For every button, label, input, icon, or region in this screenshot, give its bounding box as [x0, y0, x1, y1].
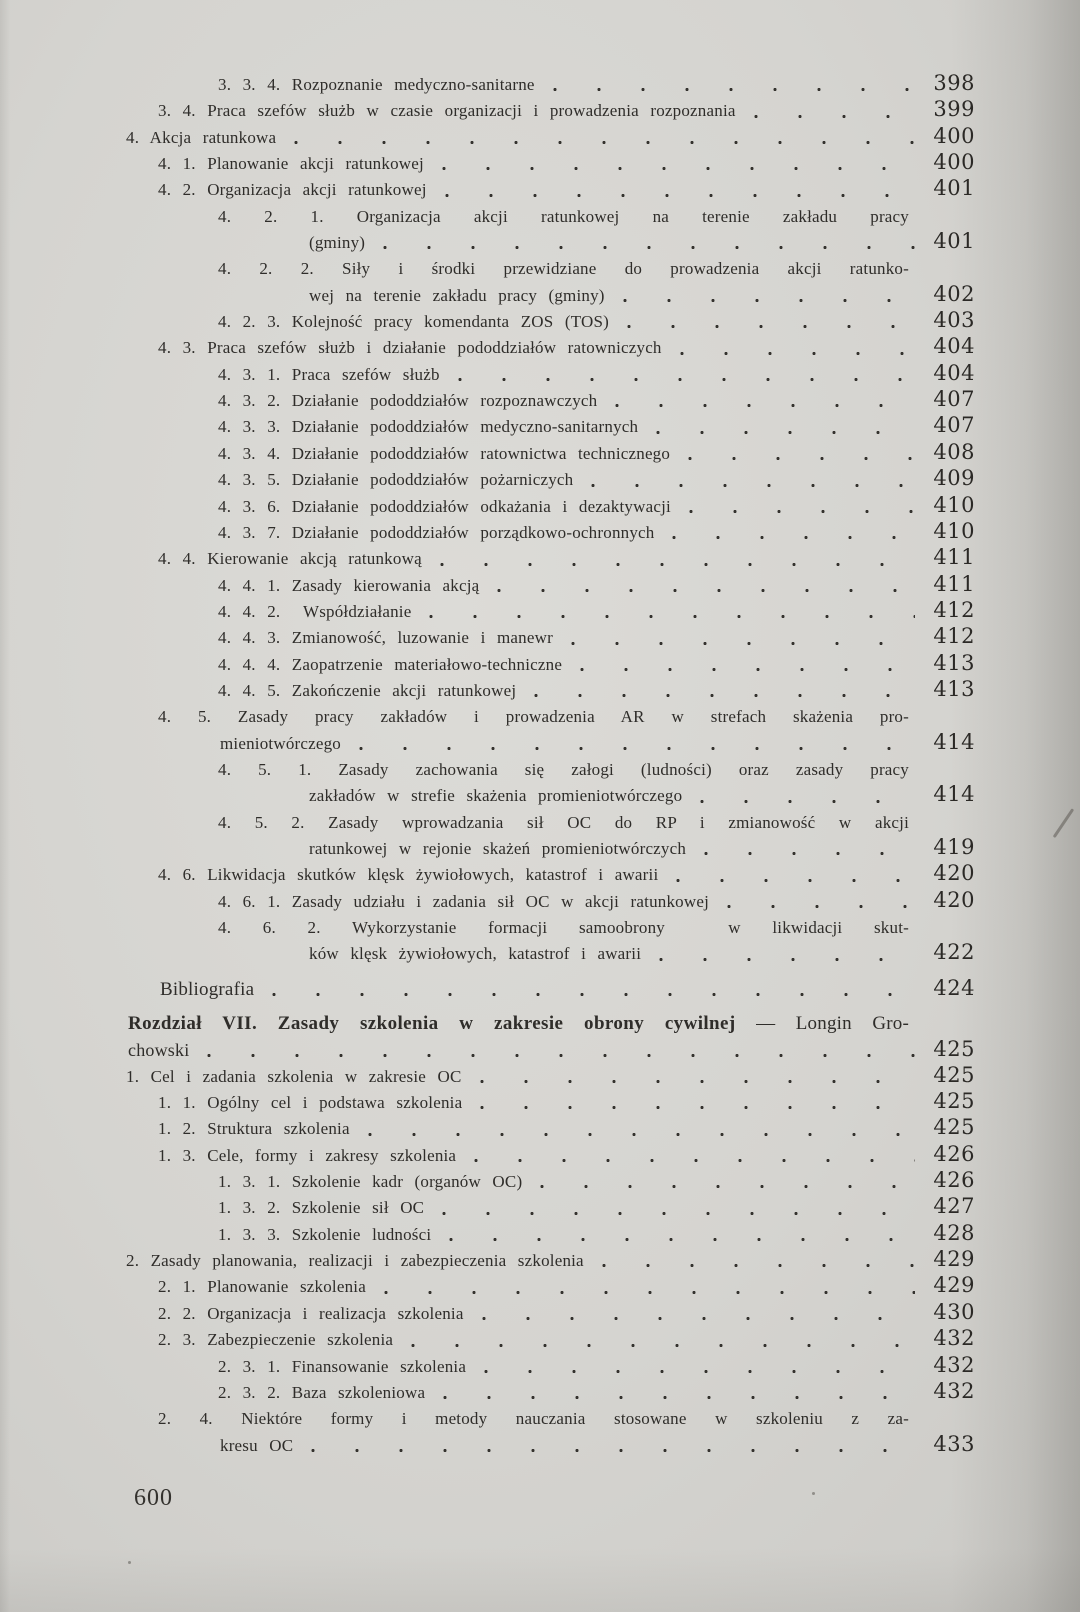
toc-entry-plain-text: 4. 3. Praca szefów służb i działanie pododdziałów ratowniczych	[158, 338, 662, 358]
toc-entry-plain-text: 2. 2. Organizacja i realizacja szkolenia	[158, 1303, 464, 1323]
toc-row	[0, 1248, 1080, 1274]
toc-page-number: 426	[933, 1141, 975, 1166]
dot-leader	[427, 612, 915, 621]
toc-row	[0, 1169, 1080, 1195]
toc-entry-plain-text: 4. 5. Zasady pracy zakładów i prowadzenia AR w strefach skażenia pro-	[158, 707, 909, 727]
toc-page-number: 420	[933, 887, 975, 912]
toc-entry-text	[218, 72, 535, 98]
toc-entry-plain-text: 4. 6. 2. Wykorzystanie formacji samoobrony w likwidacji skut-	[218, 918, 909, 937]
toc-entry-text	[309, 230, 365, 256]
dot-leader	[569, 639, 915, 648]
toc-row	[0, 1301, 1080, 1327]
toc-entry-plain-text: 4. 4. 2. Współdziałanie	[218, 601, 412, 621]
toc-row	[0, 1380, 1080, 1406]
toc-entry-text	[158, 1090, 462, 1116]
toc-row	[0, 1274, 1080, 1300]
toc-page-number: 414	[933, 729, 975, 754]
toc-row	[0, 889, 1080, 915]
toc-row	[0, 573, 1080, 599]
toc-row	[0, 309, 1080, 335]
toc-entry-text	[160, 977, 254, 1003]
toc-entry-plain-text: 3. 3. 4. Rozpoznanie medyczno-sanitarne	[218, 75, 535, 94]
dot-leader	[366, 1130, 915, 1139]
toc-page-number: 432	[933, 1352, 975, 1377]
toc-entry-text	[218, 204, 909, 230]
dot-leader	[532, 691, 915, 700]
toc-entry-text	[158, 1327, 393, 1353]
toc-entry-plain-text: 4. 3. 6. Działanie pododdziałów odkażania i dezaktywacji	[218, 496, 671, 516]
toc-entry-text	[218, 757, 909, 783]
toc-entry-text	[158, 1301, 464, 1327]
toc-row	[0, 283, 1080, 309]
toc-entry-text	[126, 125, 276, 151]
toc-page-number: 425	[933, 1115, 975, 1140]
toc-entry-plain-text: 2. 3. Zabezpieczenie szkolenia	[158, 1330, 394, 1350]
toc-entry-text	[220, 731, 341, 757]
toc-entry-text	[218, 915, 909, 941]
toc-entry-text	[218, 889, 709, 915]
toc-entry-plain-text: 3. 4. Praca szefów służb w czasie organizacji i prowadzenia rozpoznania	[158, 101, 736, 121]
dot-leader	[725, 902, 915, 911]
toc-entry-plain-text: 4. 6. 1. Zasady udziału i zadania sił OC w akcji ratunkowej	[218, 891, 710, 911]
toc-row	[0, 836, 1080, 862]
toc-entry-text	[158, 704, 909, 730]
toc-entry-plain-text: 4. 4. 4. Zaopatrzenie materiałowo-techniczne	[218, 654, 563, 674]
toc-page-number: 425	[933, 1062, 975, 1087]
dot-leader	[456, 375, 915, 384]
toc-entry-text	[158, 862, 658, 888]
dot-leader	[589, 481, 915, 490]
dot-leader	[441, 1393, 915, 1402]
toc-entry-plain-text: 4. 3. 3. Działanie pododdziałów medyczno-sanitarnych	[218, 417, 639, 437]
toc-row	[0, 72, 1080, 98]
paper-speck	[128, 1561, 131, 1564]
toc-entry-text	[218, 1354, 466, 1380]
toc-entry-plain-text: 4. 2. Organizacja akcji ratunkowej	[158, 180, 427, 200]
toc-page-number: 433	[933, 1431, 975, 1456]
toc-page-number: 412	[933, 597, 975, 622]
toc-entry-plain-text: zakładów w strefie skażenia promieniotwórczego	[309, 786, 683, 806]
toc-row	[0, 546, 1080, 572]
dot-leader	[678, 349, 915, 358]
toc-page-number: 412	[933, 624, 975, 649]
toc-row	[0, 1222, 1080, 1248]
toc-row	[0, 599, 1080, 625]
toc-row	[0, 177, 1080, 203]
toc-entry-text	[158, 151, 424, 177]
dot-leader	[440, 164, 915, 173]
dot-leader	[613, 401, 915, 410]
dot-leader	[381, 243, 915, 252]
toc-entry-plain-text: 4. 6. Likwidacja skutków klęsk żywiołowych, katastrof i awarii	[158, 865, 659, 885]
toc-entry-plain-text: ratunkowej w rejonie skażeń promieniotwórczych	[309, 838, 687, 858]
toc-entry-plain-text: 4. 3. 2. Działanie pododdziałów rozpoznawczych	[218, 391, 598, 411]
toc-entry-plain-text: 4. Akcja ratunkowa	[126, 127, 277, 147]
toc-row	[0, 520, 1080, 546]
toc-page-number: 411	[933, 545, 975, 570]
dot-leader	[578, 665, 915, 674]
toc-row	[0, 125, 1080, 151]
toc-row	[0, 783, 1080, 809]
toc-row	[0, 1090, 1080, 1116]
toc-entry-text	[218, 362, 440, 388]
dot-leader	[409, 1341, 915, 1350]
toc-page-number: 403	[933, 308, 975, 333]
toc-entry-plain-text: 4. 4. 1. Zasady kierowania akcją	[218, 575, 480, 595]
toc-entry-plain-text: 4. 1. Planowanie akcji ratunkowej	[158, 154, 424, 174]
toc-row	[0, 1327, 1080, 1353]
toc-entry-plain-text: 1. 3. 3. Szkolenie ludności	[218, 1224, 432, 1244]
toc-entry-text	[158, 335, 662, 361]
toc-page-number: 432	[933, 1326, 975, 1351]
dot-leader	[309, 1446, 915, 1455]
toc-entry-plain-text: 2. 3. 2. Baza szkoleniowa	[218, 1382, 426, 1402]
dot-leader	[670, 533, 915, 542]
toc-row	[0, 1433, 1080, 1459]
dot-leader	[674, 876, 915, 885]
dot-leader	[478, 1103, 915, 1112]
toc-entry-text	[158, 546, 422, 572]
toc-row	[0, 941, 1080, 967]
toc-entry-plain-text: 4. 4. 3. Zmianowość, luzowanie i manewr	[218, 628, 553, 648]
toc-entry-text	[158, 1116, 350, 1142]
toc-entry-text	[218, 573, 479, 599]
toc-entry-plain-text: 1. 3. Cele, formy i zakresy szkolenia	[158, 1145, 457, 1165]
toc-entry-text	[218, 467, 573, 493]
dot-leader	[482, 1367, 915, 1376]
dot-leader	[438, 560, 915, 569]
dot-leader	[440, 1209, 915, 1218]
toc-row	[0, 862, 1080, 888]
dot-leader	[480, 1314, 915, 1323]
toc-page-number: 413	[933, 650, 975, 675]
toc-page-number: 400	[933, 150, 975, 175]
toc-page-number: 410	[933, 492, 975, 517]
toc-row	[0, 335, 1080, 361]
toc-page-number: 426	[933, 1168, 975, 1193]
toc-entry-plain-text: 1. 3. 1. Szkolenie kadr (organów OC)	[218, 1172, 523, 1192]
toc-page-number: 430	[933, 1299, 975, 1324]
toc-entry-text	[309, 941, 641, 967]
toc-page-number: 413	[933, 676, 975, 701]
toc-page-number: 432	[933, 1378, 975, 1403]
toc-page-number: 427	[933, 1194, 975, 1219]
toc-page-number: 428	[933, 1220, 975, 1245]
toc-entry-text	[128, 1037, 189, 1063]
toc-page-number: 411	[933, 571, 975, 596]
toc-entry-text	[126, 1248, 584, 1274]
toc-entry-plain-text: (gminy)	[309, 233, 366, 253]
dot-leader	[382, 1288, 915, 1297]
toc-row	[0, 388, 1080, 414]
dot-leader	[600, 1261, 915, 1270]
toc-entry-text	[128, 1011, 909, 1037]
toc-entry-text	[218, 1195, 424, 1221]
toc-entry-plain-text: 2. 3. 1. Finansowanie szkolenia	[218, 1356, 467, 1376]
toc-page-number: 399	[933, 97, 975, 122]
toc-entry-plain-text: wej na terenie zakładu pracy (gminy)	[309, 285, 605, 305]
toc-entry-plain-text: 2. Zasady planowania, realizacji i zabezpieczenia szkolenia	[126, 1251, 584, 1271]
toc-entry-text	[218, 309, 609, 335]
dot-leader	[698, 797, 915, 806]
dot-leader	[270, 990, 915, 999]
toc-entry-plain-text: 4. 5. 1. Zasady zachowania się załogi (ludności) oraz zasady pracy	[218, 759, 909, 779]
toc-entry-plain-text: kresu OC	[220, 1435, 294, 1455]
toc-entry-plain-text: 1. 3. 2. Szkolenie sił OC	[218, 1198, 425, 1218]
toc-page-number: 408	[933, 439, 975, 464]
toc-entry-plain-text: 4. 3. 5. Działanie pododdziałów pożarniczych	[218, 470, 574, 490]
toc-row	[0, 915, 1080, 941]
dot-leader	[702, 849, 915, 858]
toc-entry-text	[158, 98, 736, 124]
toc-entry-plain-text: 4. 2. 3. Kolejność pracy komendanta ZOS (TOS)	[218, 312, 610, 332]
toc-row	[0, 704, 1080, 730]
toc-row	[0, 810, 1080, 836]
toc-entry-plain-text: chowski	[128, 1040, 190, 1061]
toc-entry-text	[158, 1143, 456, 1169]
dot-leader	[687, 507, 915, 516]
toc-entry-plain-text: 1. 2. Struktura szkolenia	[158, 1119, 350, 1139]
paper-speck	[812, 1492, 815, 1495]
toc-page-number: 404	[933, 334, 975, 359]
toc-entry-plain-text: 1. Cel i zadania szkolenia w zakresie OC	[126, 1066, 462, 1086]
toc-entry-plain-text: 4. 3. 4. Działanie pododdziałów ratownictwa technicznego	[218, 443, 671, 463]
toc-entry-plain-text: 4. 3. 1. Praca szefów służb	[218, 364, 440, 384]
toc-entry-text	[309, 283, 605, 309]
toc-row	[0, 977, 1080, 1003]
toc-page-number: 402	[933, 281, 975, 306]
toc-entry-plain-text: 2. 1. Planowanie szkolenia	[158, 1277, 366, 1297]
toc-entry-text	[218, 1222, 431, 1248]
toc-page-number: 400	[933, 123, 975, 148]
toc-page-number: 407	[933, 413, 975, 438]
toc-entry-text	[218, 1169, 522, 1195]
toc-entry-text	[218, 441, 670, 467]
toc-entry-bold-text: Rozdział VII. Zasady szkolenia w zakresie obrony cywilnej	[128, 1013, 736, 1035]
toc-entry-plain-text: 4. 4. Kierowanie akcją ratunkową	[158, 549, 422, 569]
dot-leader	[551, 85, 915, 94]
dot-leader	[625, 322, 915, 331]
dot-leader	[478, 1077, 915, 1086]
toc-entry-text	[158, 1406, 909, 1432]
toc-page-number: 414	[933, 782, 975, 807]
toc-row	[0, 441, 1080, 467]
toc-entry-plain-text: 4. 2. 1. Organizacja akcji ratunkowej na terenie zakładu pracy	[218, 206, 909, 226]
toc-entry-text	[218, 652, 562, 678]
toc-page-number: 401	[933, 176, 975, 201]
toc-entry-text	[218, 388, 597, 414]
toc-entry-text	[218, 599, 411, 625]
dot-leader	[657, 955, 915, 964]
toc-entry-text	[218, 810, 909, 836]
toc-entry-plain-text: ków klęsk żywiołowych, katastrof i awarii	[309, 944, 642, 964]
dot-leader	[654, 428, 915, 437]
toc-entry-plain-text: mieniotwórczego	[220, 733, 342, 753]
toc-entry-text	[218, 520, 654, 546]
toc-entry-text	[218, 414, 638, 440]
toc-entry-plain-text: — Longin Gro-	[735, 1013, 909, 1035]
toc-row	[0, 256, 1080, 282]
toc-row	[0, 98, 1080, 124]
toc-page-number: 420	[933, 861, 975, 886]
toc-entry-plain-text: 4. 5. 2. Zasady wprowadzania sił OC do RP i zmianowość w akcji	[218, 812, 909, 832]
toc-row	[0, 1143, 1080, 1169]
toc-page-number: 401	[933, 229, 975, 254]
dot-leader	[292, 138, 915, 147]
toc-entry-plain-text: 1. 1. Ogólny cel i podstawa szkolenia	[158, 1093, 463, 1113]
dot-leader	[357, 744, 915, 753]
toc-page-number: 404	[933, 360, 975, 385]
dot-leader	[686, 454, 915, 463]
toc-row	[0, 1354, 1080, 1380]
dot-leader	[443, 191, 915, 200]
dot-leader	[205, 1051, 915, 1060]
toc-entry-text	[126, 1064, 462, 1090]
toc-row	[0, 731, 1080, 757]
toc-page-number: 398	[933, 71, 975, 95]
dot-leader	[472, 1156, 915, 1165]
toc-row	[0, 1406, 1080, 1432]
toc-row	[0, 757, 1080, 783]
toc-page-number: 424	[933, 975, 975, 1000]
toc-page-number: 422	[933, 940, 975, 965]
toc-page-number: 410	[933, 518, 975, 543]
toc-page-number: 425	[933, 1089, 975, 1114]
toc-entry-text	[218, 256, 909, 282]
toc-page-number: 407	[933, 387, 975, 412]
toc-row	[0, 494, 1080, 520]
toc-entry-text	[158, 177, 427, 203]
toc-entry-plain-text: 2. 4. Niektóre formy i metody nauczania stosowane w szkoleniu z za-	[158, 1409, 909, 1429]
toc-entry-plain-text: Bibliografia	[160, 978, 255, 1000]
toc-row	[0, 1116, 1080, 1142]
dot-leader	[495, 586, 915, 595]
toc-entry-text	[220, 1433, 293, 1459]
toc-row	[0, 1011, 1080, 1037]
toc-row	[0, 362, 1080, 388]
toc-row	[0, 414, 1080, 440]
dot-leader	[538, 1182, 915, 1191]
toc-row	[0, 230, 1080, 256]
toc-entry-text	[218, 678, 516, 704]
toc-entry-plain-text: 4. 4. 5. Zakończenie akcji ratunkowej	[218, 680, 517, 700]
toc-page-number: 429	[933, 1273, 975, 1298]
folio-page-number: 600	[134, 1484, 173, 1511]
toc-entry-text	[158, 1274, 366, 1300]
toc-row	[0, 1037, 1080, 1063]
toc-row	[0, 1064, 1080, 1090]
toc-row	[0, 467, 1080, 493]
toc-entry-plain-text: 4. 2. 2. Siły i środki przewidziane do prowadzenia akcji ratunko-	[218, 259, 909, 279]
toc-entry-text	[218, 494, 671, 520]
toc-row	[0, 625, 1080, 651]
toc-row	[0, 678, 1080, 704]
toc-entry-text	[218, 625, 553, 651]
toc-page-number: 425	[933, 1037, 975, 1062]
dot-leader	[752, 112, 915, 121]
toc-entry-text	[309, 783, 682, 809]
toc-row	[0, 204, 1080, 230]
toc-page-number: 409	[933, 466, 975, 491]
toc-row	[0, 1195, 1080, 1221]
dot-leader	[447, 1235, 915, 1244]
toc-entry-plain-text: 4. 3. 7. Działanie pododdziałów porządkowo-ochronnych	[218, 522, 655, 542]
toc-page-number: 429	[933, 1247, 975, 1272]
toc-entry-text	[218, 1380, 425, 1406]
toc-page-number: 419	[933, 834, 975, 859]
toc-entry-text	[309, 836, 686, 862]
toc-row	[0, 151, 1080, 177]
dot-leader	[621, 296, 915, 305]
toc-row	[0, 652, 1080, 678]
